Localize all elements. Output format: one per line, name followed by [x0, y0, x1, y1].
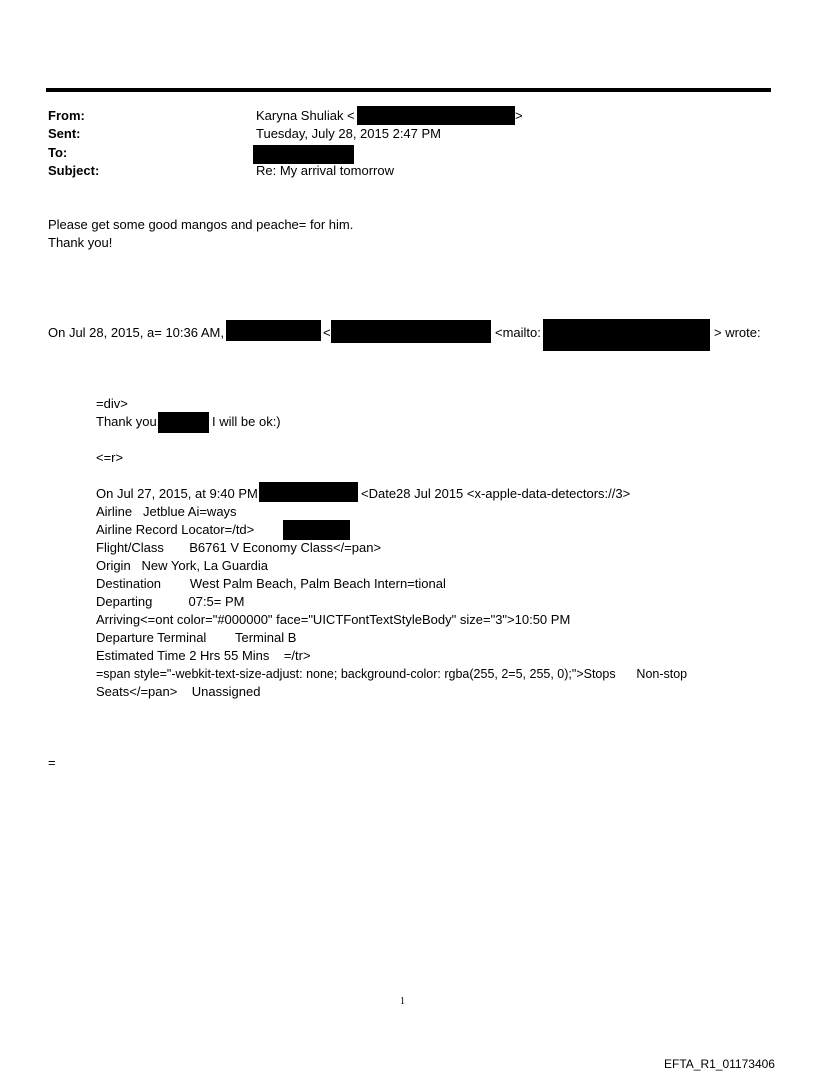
itinerary-line: =span style="-webkit-text-size-adjust: none; background-color: rgba(255, 2=5, 255, 0);">Stops Non-stop	[96, 667, 688, 681]
from-label: From:	[48, 108, 85, 123]
quote-intro-d: > wrote:	[714, 325, 761, 340]
redaction-block	[226, 320, 321, 341]
nested-intro-a: On Jul 27, 2015, at 9:40 PM	[96, 486, 258, 501]
nested-intro-b: <Date28 Jul 2015 <x-apple-data-detectors://3>	[361, 486, 631, 501]
thank-you-b: I will be ok:)	[212, 414, 281, 429]
itinerary-line: Estimated Time 2 Hrs 55 Mins =/tr>	[96, 648, 311, 663]
page-number: 1	[400, 996, 405, 1007]
r-tag: <=r>	[96, 450, 124, 465]
subject-value: Re: My arrival tomorrow	[256, 163, 394, 178]
quote-intro-a: On Jul 28, 2015, a= 10:36 AM,	[48, 325, 224, 340]
itinerary-line: Airline Jetblue Ai=ways	[96, 504, 237, 519]
redaction-block	[158, 412, 209, 433]
itinerary-line: Flight/Class B6761 V Economy Class</=pan>	[96, 540, 382, 555]
redaction-block	[543, 319, 710, 351]
redaction-block	[253, 145, 354, 164]
body-line-1: Please get some good mangos and peache= for him.	[48, 217, 354, 232]
itinerary-line: Destination West Palm Beach, Palm Beach Intern=tional	[96, 576, 446, 591]
itinerary-line: Origin New York, La Guardia	[96, 558, 268, 573]
itinerary-line: Departing 07:5= PM	[96, 594, 245, 609]
sent-value: Tuesday, July 28, 2015 2:47 PM	[256, 126, 441, 141]
quote-intro-b: <	[323, 325, 331, 340]
header-rule	[46, 88, 771, 92]
itinerary-line: Seats</=pan> Unassigned	[96, 684, 261, 699]
itinerary-line: Departure Terminal Terminal B	[96, 630, 297, 645]
trailing-equals: =	[48, 755, 56, 770]
itinerary-line: Arriving<=ont color="#000000" face="UICTFontTextStyleBody" size="3">10:50 PM	[96, 612, 571, 627]
body-line-2: Thank you!	[48, 235, 113, 250]
thank-you-a: Thank you	[96, 414, 157, 429]
sent-label: Sent:	[48, 126, 81, 141]
from-value: Karyna Shuliak <	[256, 108, 355, 123]
redaction-block	[331, 320, 491, 343]
to-label: To:	[48, 145, 68, 160]
redaction-block	[283, 520, 350, 540]
itinerary-line: Airline Record Locator=/td>	[96, 522, 255, 537]
div-tag: =div>	[96, 396, 128, 411]
quote-intro-c: <mailto:	[495, 325, 541, 340]
redaction-block	[357, 106, 515, 125]
subject-label: Subject:	[48, 163, 100, 178]
redaction-block	[259, 482, 358, 502]
document-id: EFTA_R1_01173406	[664, 1057, 775, 1071]
from-value-end: >	[515, 108, 523, 123]
